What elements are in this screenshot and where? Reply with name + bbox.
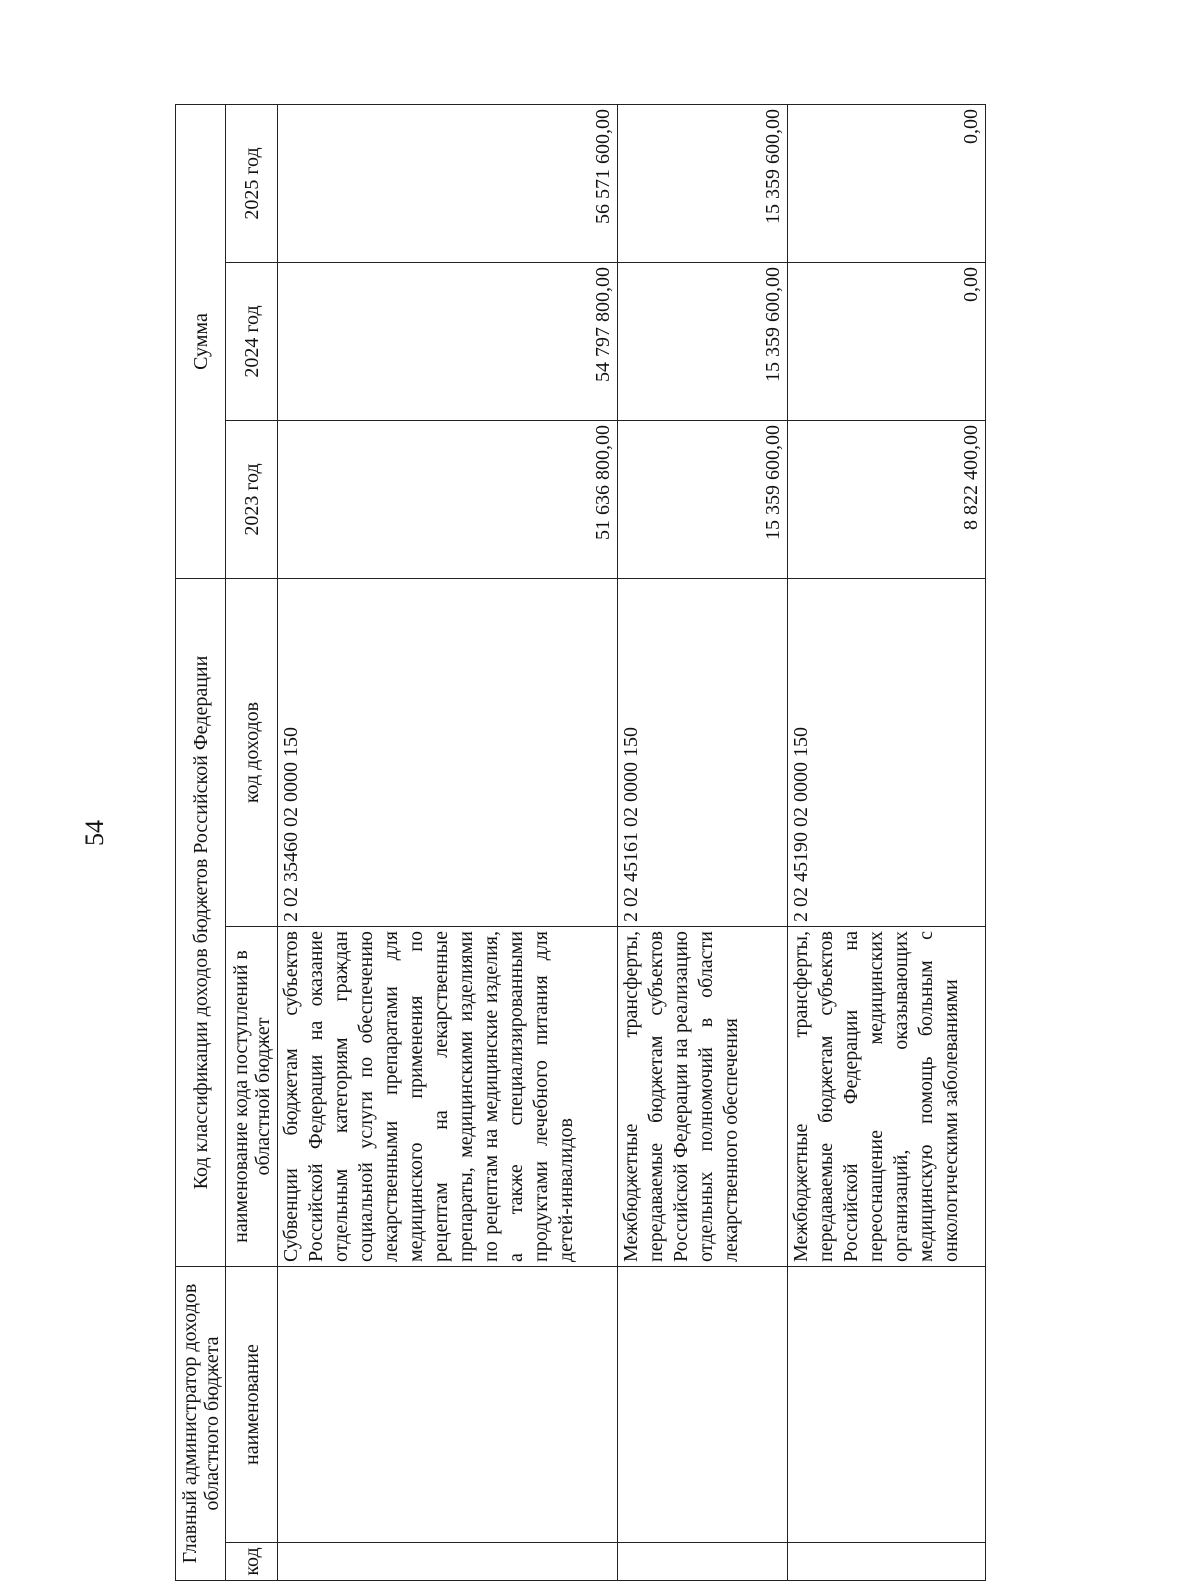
header-year-2023: 2023 год <box>226 421 278 579</box>
row-amount-2025: 56 571 600,00 <box>278 104 618 262</box>
header-income-code: код доходов <box>226 579 278 927</box>
header-year-2025: 2025 год <box>226 104 278 262</box>
row-amount-2023: 8 822 400,00 <box>788 421 986 579</box>
row-amount-2023: 15 359 600,00 <box>618 421 788 579</box>
row-admin-code <box>618 1543 788 1581</box>
header-sum-group: Сумма <box>176 104 226 578</box>
header-row-2 <box>226 104 278 1580</box>
header-admin-group: Главный администратор доходов областного бюджета <box>176 1267 226 1581</box>
row-amount-2024: 0,00 <box>788 263 986 421</box>
row-income-code: 2 02 35460 02 0000 150 <box>278 579 618 927</box>
header-year-2024: 2024 год <box>226 263 278 421</box>
row-income-code: 2 02 45161 02 0000 150 <box>618 579 788 927</box>
row-receipt-name: Межбюджетные трансферты, передаваемые бюджетам субъектов Российской Федерации на реализацию отдельных полномочий в области лекарственного обеспечения <box>618 927 788 1267</box>
header-receipt-name: наименование кода поступлений в областной бюджет <box>226 927 278 1267</box>
header-classification-group: Код классификации доходов бюджетов Российской Федерации <box>176 579 226 1267</box>
row-receipt-name: Субвенции бюджетам субъектов Российской Федерации на оказание отдельным категориям граждан социальной услуги по обеспечению лекарственными препаратами для медицинского применения по рецептам на лекарственные препараты, медицинскими изделиями по рецептам на медицинские изделия, а также специализированными продуктами лечебного питания для детей-инвалидов <box>278 927 618 1267</box>
row-admin-name <box>618 1267 788 1543</box>
header-row-1 <box>176 104 226 1580</box>
row-amount-2023: 51 636 800,00 <box>278 421 618 579</box>
rotated-table-container <box>175 105 985 1581</box>
row-admin-name <box>788 1267 986 1543</box>
table-row <box>278 104 618 1580</box>
row-amount-2024: 15 359 600,00 <box>618 263 788 421</box>
row-admin-name <box>278 1267 618 1543</box>
income-table <box>175 104 986 1581</box>
row-admin-code <box>788 1543 986 1581</box>
row-amount-2025: 15 359 600,00 <box>618 104 788 262</box>
page-number: 54 <box>80 820 109 846</box>
table-row <box>788 104 986 1580</box>
header-admin-name: наименование <box>226 1267 278 1543</box>
header-admin-code: код <box>226 1543 278 1581</box>
row-receipt-name: Межбюджетные трансферты, передаваемые бюджетам субъектов Российской Федерации на переоснащение медицинских организаций, оказывающих медицинскую помощь больным с онкологическими заболеваниями <box>788 927 986 1267</box>
table-row <box>618 104 788 1580</box>
row-income-code: 2 02 45190 02 0000 150 <box>788 579 986 927</box>
row-admin-code <box>278 1543 618 1581</box>
row-amount-2025: 0,00 <box>788 104 986 262</box>
row-amount-2024: 54 797 800,00 <box>278 263 618 421</box>
